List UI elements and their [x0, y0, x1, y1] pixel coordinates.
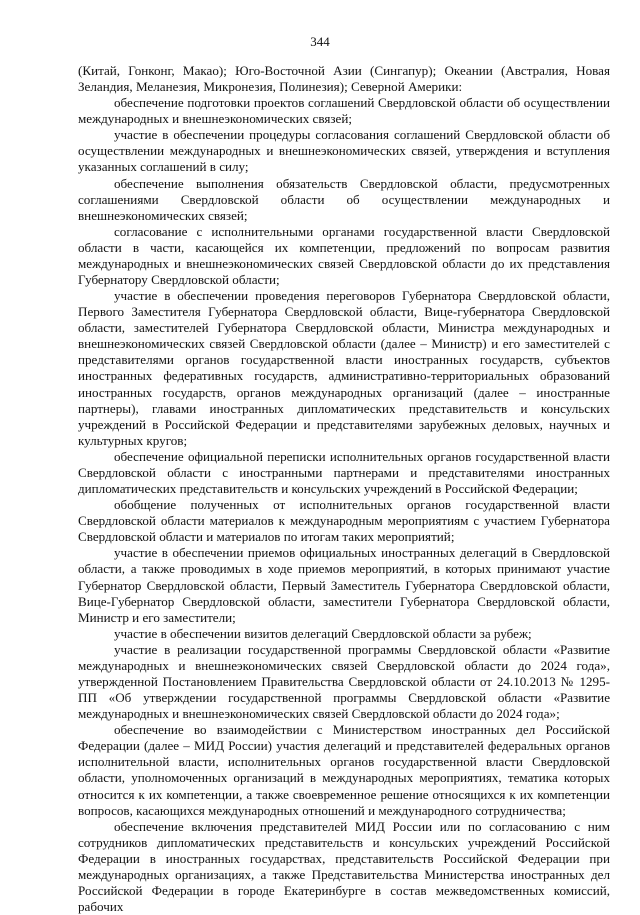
- paragraph-1: (Китай, Гонконг, Макао); Юго-Восточной Азии (Сингапур); Океании (Австралия, Новая Зеландия, Меланезия, Микронезия, Полинезия); Северной Америки:: [78, 63, 610, 95]
- paragraph-3: участие в обеспечении процедуры согласования соглашений Свердловской области об осуществлении международных и внешнеэкономических связей, утверждения и вступления указанных соглашений в силу;: [78, 127, 610, 175]
- paragraph-13: обеспечение включения представителей МИД России или по согласованию с ним сотрудников дипломатических представительств и консульских учреждений Российской Федерации в иностранных государствах, представительств Российской Федерации при международных организациях, а также Представительства Министерства иностранных дел Российской Федерации в городе Екатеринбурге в состав межведомственных комиссий, рабочих: [78, 818, 610, 915]
- paragraph-4: обеспечение выполнения обязательств Свердловской области, предусмотренных соглашениями Свердловской области об осуществлении международных и внешнеэкономических связей;: [78, 175, 610, 223]
- paragraph-11: участие в реализации государственной программы Свердловской области «Развитие международных и внешнеэкономических связей Свердловской области до 2024 года», утвержденной Постановлением Правительства Свердловской области от 24.10.2013 № 1295-ПП «Об утверждении государственной программы Свердловской области «Развитие международных и внешнеэкономических связей Свердловской области до 2024 года»;: [78, 641, 610, 722]
- page-number: 344: [310, 34, 330, 49]
- paragraph-8: обобщение полученных от исполнительных органов государственной власти Свердловской области материалов к международным мероприятиям с участием Губернатора Свердловской области и материалов по итогам таких мероприятий;: [78, 497, 610, 545]
- paragraph-6: участие в обеспечении проведения переговоров Губернатора Свердловской области, Первого Заместителя Губернатора Свердловской области, Вице-губернатора Свердловской области, заместителей Губернатора Свердловской области, Министра международных и внешнеэкономических связей Свердловской области (далее – Министр) и его заместителей с представителями органов государственной власти иностранных государств, субъектов иностранных федеративных государств, административно-территориальных образований иностранных государств, органов международных организаций (далее – иностранные партнеры), главами иностранных дипломатических представительств и консульских учреждений в Российской Федерации и представителями зарубежных деловых, научных и культурных кругов;: [78, 288, 610, 448]
- paragraph-10: участие в обеспечении визитов делегаций Свердловской области за рубеж;: [114, 625, 532, 641]
- paragraph-2: обеспечение подготовки проектов соглашений Свердловской области об осуществлении международных и внешнеэкономических связей;: [78, 95, 610, 127]
- paragraph-9: участие в обеспечении приемов официальных иностранных делегаций в Свердловской области, а также проводимых в ходе приемов мероприятий, в которых принимают участие Губернатор Свердловской области, Первый Заместитель Губернатора Свердловской области, Вице-Губернатор Свердловской области, заместители Губернатора Свердловской области, Министр и его заместители;: [78, 545, 610, 625]
- paragraph-5: согласование с исполнительными органами государственной власти Свердловской области в части, касающейся их компетенции, предложений по вопросам развития международных и внешнеэкономических связей Свердловской области до их представления Губернатору Свердловской области;: [78, 223, 610, 288]
- document-body: [78, 63, 610, 915]
- paragraph-7: обеспечение официальной переписки исполнительных органов государственной власти Свердловской области с иностранными партнерами и представителями иностранных дипломатических представительств и консульских учреждений в Российской Федерации;: [78, 448, 610, 497]
- paragraph-12: обеспечение во взаимодействии с Министерством иностранных дел Российской Федерации (далее – МИД России) участия делегаций и представителей федеральных органов исполнительной власти, исполнительных органов государственной власти Свердловской области, уполномоченных организаций в международных мероприятиях, тематика которых относится к их компетенции, а также своевременное решение относящихся к их компетенции вопросов, касающихся международных отношений и международного сотрудничества;: [78, 722, 610, 818]
